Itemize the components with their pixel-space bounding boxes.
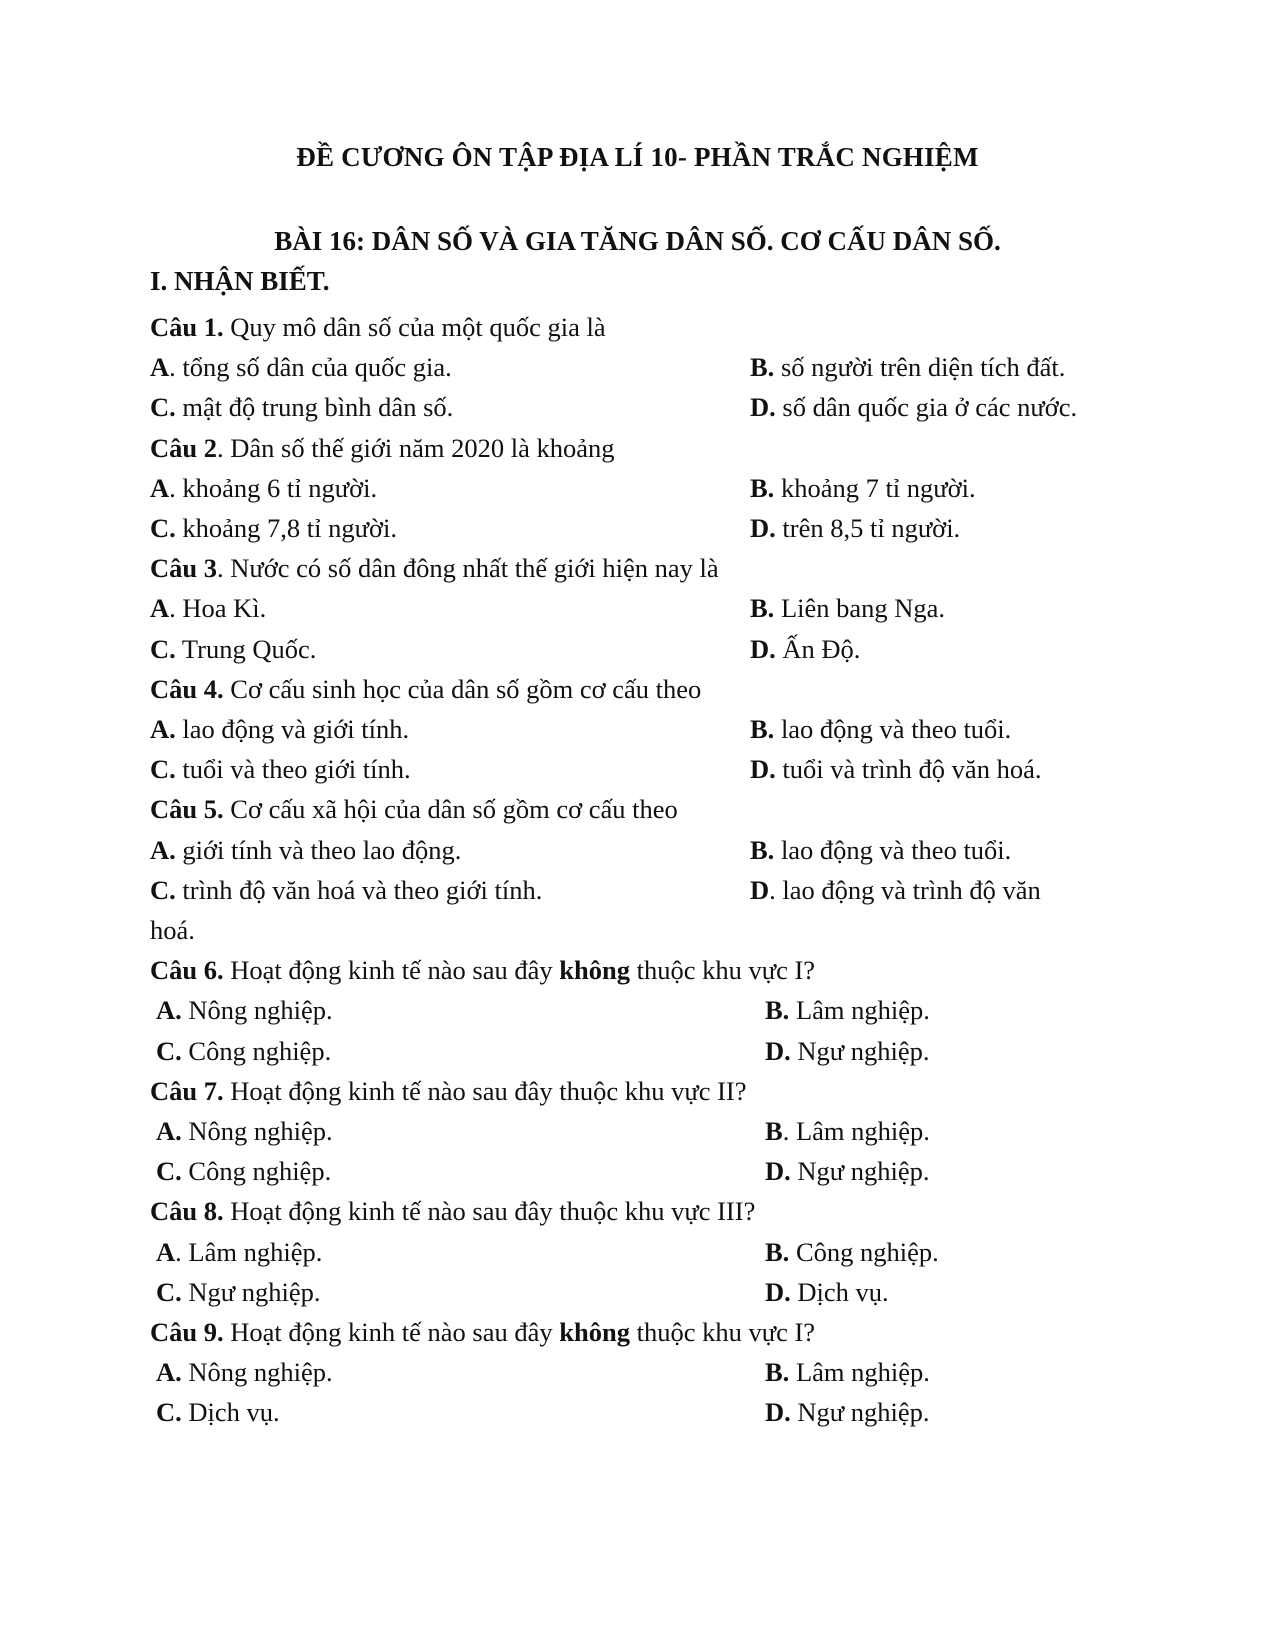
option-row xyxy=(150,1151,1125,1191)
option-text: khoảng 7,8 tỉ người. xyxy=(175,513,397,544)
question-text: Hoạt động kinh tế nào sau đây thuộc khu vực II? xyxy=(223,1075,747,1106)
question-text-end: thuộc khu vực I? xyxy=(629,1317,816,1348)
option-letter: B. xyxy=(765,995,790,1026)
lesson-title: BÀI 16: DÂN SỐ VÀ GIA TĂNG DÂN SỐ. CƠ CẤU DÂN SỐ. xyxy=(274,226,1001,256)
option-letter: C. xyxy=(156,1035,182,1066)
option-letter: C. xyxy=(150,513,176,544)
option-letter: A. xyxy=(150,714,176,745)
option-text: Ngư nghiệp. xyxy=(181,1276,321,1307)
question-label: Câu 3 xyxy=(150,553,218,584)
question-2 xyxy=(150,428,1125,549)
option-letter: C. xyxy=(156,1397,182,1428)
option-text: tuổi và trình độ văn hoá. xyxy=(775,754,1042,785)
option-row xyxy=(150,1352,1125,1392)
option-row xyxy=(150,468,1125,508)
option-b xyxy=(765,990,1125,1030)
question-text: . Nước có số dân đông nhất thế giới hiện nay là xyxy=(217,553,719,584)
option-text: khoảng 7 tỉ người. xyxy=(774,472,976,503)
option-text: Lâm nghiệp. xyxy=(789,1357,930,1388)
option-b xyxy=(750,830,1125,870)
option-letter: A xyxy=(150,352,170,383)
option-a xyxy=(150,347,750,387)
option-text: Nông nghiệp. xyxy=(181,995,333,1026)
option-letter: B. xyxy=(765,1357,790,1388)
option-letter: D. xyxy=(750,513,776,544)
option-text: Dịch vụ. xyxy=(790,1276,889,1307)
option-b xyxy=(765,1352,1125,1392)
question-stem xyxy=(150,307,1125,347)
option-letter: B xyxy=(765,1116,783,1147)
option-row xyxy=(150,830,1125,870)
option-d-continuation: hoá. xyxy=(150,915,195,946)
option-text: Công nghiệp. xyxy=(789,1236,939,1267)
option-a xyxy=(150,1111,765,1151)
option-text: Nông nghiệp. xyxy=(181,1116,333,1147)
option-text: trên 8,5 tỉ người. xyxy=(775,513,961,544)
option-d xyxy=(750,749,1125,789)
question-text: Hoạt động kinh tế nào sau đây xyxy=(223,955,560,986)
option-text: . khoảng 6 tỉ người. xyxy=(169,472,378,503)
option-row xyxy=(150,347,1125,387)
option-text: trình độ văn hoá và theo giới tính. xyxy=(175,874,543,905)
option-letter: C. xyxy=(150,633,176,664)
option-letter: A xyxy=(150,593,170,624)
question-stem xyxy=(150,1071,1125,1111)
option-a xyxy=(150,1232,765,1272)
option-c xyxy=(150,387,750,427)
option-b xyxy=(750,588,1125,628)
option-letter: A. xyxy=(156,1116,182,1147)
option-row xyxy=(150,508,1125,548)
question-stem xyxy=(150,669,1125,709)
question-7 xyxy=(150,1071,1125,1192)
option-a xyxy=(150,990,765,1030)
option-text: . tổng số dân của quốc gia. xyxy=(169,352,452,383)
option-letter: C. xyxy=(150,754,176,785)
option-row xyxy=(150,870,1125,910)
question-list xyxy=(150,307,1125,1433)
question-text: Quy mô dân số của một quốc gia là xyxy=(223,312,606,342)
question-5 xyxy=(150,789,1125,950)
option-a xyxy=(150,830,750,870)
option-c xyxy=(150,749,750,789)
option-text: số người trên diện tích đất. xyxy=(774,352,1066,383)
option-letter: D. xyxy=(750,754,776,785)
option-c xyxy=(150,1151,765,1191)
option-letter: D. xyxy=(765,1397,791,1428)
question-label: Câu 6. xyxy=(150,955,224,986)
question-1 xyxy=(150,307,1125,428)
question-stem xyxy=(150,1191,1125,1231)
question-emphasis: không xyxy=(559,1317,630,1348)
question-label: Câu 7. xyxy=(150,1075,224,1106)
option-a xyxy=(150,1352,765,1392)
option-letter: D. xyxy=(750,633,776,664)
option-letter: B. xyxy=(750,834,775,865)
question-text: Hoạt động kinh tế nào sau đây thuộc khu vực III? xyxy=(223,1196,756,1227)
question-label: Câu 4. xyxy=(150,673,224,704)
option-row xyxy=(150,1272,1125,1312)
option-row xyxy=(150,629,1125,669)
option-text: . Lâm nghiệp. xyxy=(175,1236,323,1267)
option-b xyxy=(750,468,1125,508)
option-letter: B. xyxy=(750,593,775,624)
option-row xyxy=(150,1111,1125,1151)
option-text: Dịch vụ. xyxy=(181,1397,280,1428)
option-row xyxy=(150,588,1125,628)
option-text: Trung Quốc. xyxy=(175,633,317,664)
option-d xyxy=(765,1031,1125,1071)
question-text: Cơ cấu xã hội của dân số gồm cơ cấu theo xyxy=(223,794,678,825)
option-d xyxy=(765,1272,1125,1312)
question-emphasis: không xyxy=(559,955,630,986)
option-letter: A xyxy=(156,1236,176,1267)
option-text: lao động và theo tuổi. xyxy=(774,834,1012,865)
option-letter: B. xyxy=(750,352,775,383)
option-text: Ngư nghiệp. xyxy=(790,1156,930,1187)
question-label: Câu 5. xyxy=(150,794,224,825)
option-letter: C. xyxy=(156,1156,182,1187)
option-row xyxy=(150,749,1125,789)
option-c xyxy=(150,870,750,910)
option-text: Ngư nghiệp. xyxy=(790,1035,930,1066)
option-c xyxy=(150,1272,765,1312)
option-a xyxy=(150,468,750,508)
option-d xyxy=(765,1151,1125,1191)
option-d xyxy=(750,387,1125,427)
option-text: Liên bang Nga. xyxy=(774,593,946,624)
option-letter: D. xyxy=(765,1276,791,1307)
question-stem xyxy=(150,428,1125,468)
option-d xyxy=(750,629,1125,669)
question-label: Câu 9. xyxy=(150,1317,224,1348)
option-text: . lao động và trình độ văn xyxy=(769,874,1041,905)
option-d xyxy=(750,870,1125,910)
section-heading: I. NHẬN BIẾT. xyxy=(150,266,330,296)
option-text: . Lâm nghiệp. xyxy=(782,1116,930,1147)
option-b xyxy=(750,709,1125,749)
option-letter: D. xyxy=(765,1156,791,1187)
option-text: Nông nghiệp. xyxy=(181,1357,333,1388)
option-row xyxy=(150,709,1125,749)
question-stem xyxy=(150,789,1125,829)
question-6 xyxy=(150,950,1125,1071)
question-8 xyxy=(150,1191,1125,1312)
question-text-end: thuộc khu vực I? xyxy=(629,955,816,986)
question-label: Câu 8. xyxy=(150,1196,224,1227)
question-9 xyxy=(150,1312,1125,1433)
option-row xyxy=(150,1031,1125,1071)
option-letter: B. xyxy=(750,472,775,503)
option-text: lao động và theo tuổi. xyxy=(774,714,1012,745)
option-text: giới tính và theo lao động. xyxy=(175,834,462,865)
option-letter: A. xyxy=(156,1357,182,1388)
option-letter: B. xyxy=(765,1236,790,1267)
question-text: Hoạt động kinh tế nào sau đây xyxy=(223,1317,560,1348)
option-text: Lâm nghiệp. xyxy=(789,995,930,1026)
option-b xyxy=(765,1111,1125,1151)
option-text: tuổi và theo giới tính. xyxy=(175,754,411,785)
option-d xyxy=(765,1392,1125,1432)
question-3 xyxy=(150,548,1125,669)
option-letter: A. xyxy=(156,995,182,1026)
option-text: Công nghiệp. xyxy=(181,1156,332,1187)
option-text: mật độ trung bình dân số. xyxy=(175,392,454,423)
question-text: . Dân số thế giới năm 2020 là khoảng xyxy=(217,432,615,463)
option-row xyxy=(150,990,1125,1030)
option-b xyxy=(750,347,1125,387)
option-text: . Hoa Kì. xyxy=(169,593,267,624)
option-text: lao động và giới tính. xyxy=(175,714,410,745)
option-letter: B. xyxy=(750,714,775,745)
question-4 xyxy=(150,669,1125,790)
question-text: Cơ cấu sinh học của dân số gồm cơ cấu theo xyxy=(223,673,702,704)
question-label: Câu 1. xyxy=(150,312,224,342)
option-c xyxy=(150,1392,765,1432)
option-letter: A xyxy=(150,472,170,503)
option-letter: D. xyxy=(765,1035,791,1066)
question-stem xyxy=(150,1312,1125,1352)
option-letter: D xyxy=(750,874,770,905)
option-row xyxy=(150,1392,1125,1432)
option-d xyxy=(750,508,1125,548)
option-c xyxy=(150,1031,765,1071)
option-letter: C. xyxy=(150,392,176,423)
option-letter: D. xyxy=(750,392,776,423)
option-letter: C. xyxy=(156,1276,182,1307)
question-stem xyxy=(150,950,1125,990)
option-letter: C. xyxy=(150,874,176,905)
option-a xyxy=(150,588,750,628)
option-c xyxy=(150,629,750,669)
page-title: ĐỀ CƯƠNG ÔN TẬP ĐỊA LÍ 10- PHẦN TRẮC NGHIỆM xyxy=(296,142,979,172)
question-label: Câu 2 xyxy=(150,432,218,463)
question-stem xyxy=(150,548,1125,588)
option-text: Ấn Độ. xyxy=(775,633,861,664)
option-a xyxy=(150,709,750,749)
option-text: số dân quốc gia ở các nước. xyxy=(775,392,1078,423)
option-row xyxy=(150,1232,1125,1272)
option-letter: A. xyxy=(150,834,176,865)
option-b xyxy=(765,1232,1125,1272)
option-text: Ngư nghiệp. xyxy=(790,1397,930,1428)
option-c xyxy=(150,508,750,548)
option-row xyxy=(150,387,1125,427)
option-text: Công nghiệp. xyxy=(181,1035,332,1066)
